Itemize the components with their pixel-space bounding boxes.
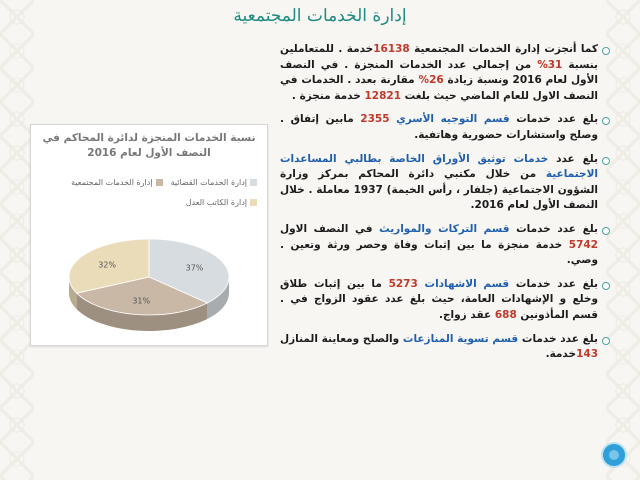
bullet-text: بلغ عدد <box>548 152 598 165</box>
bullet-text: خدمات <box>513 152 549 165</box>
pie-chart-panel <box>30 124 268 346</box>
bullet-text: قسم التوجيه الأسري <box>396 113 510 126</box>
bullet-text: مابين إتفاق . وصلح واستشارات حضورية وهاتفية. <box>280 113 598 141</box>
pie-chart <box>31 125 267 345</box>
bullet-item <box>280 277 610 324</box>
bullet-text: كما أنجزت إدارة الخدمات المجتمعية <box>409 43 598 55</box>
legend-label: إدارة الخدمات القضائية <box>170 178 247 187</box>
pie-data-label: 32% <box>98 260 117 270</box>
decorative-pattern-left <box>0 0 34 480</box>
bullet-text <box>418 278 425 290</box>
bullet-text: 31% <box>537 58 563 71</box>
page-title: إدارة الخدمات المجتمعية <box>233 6 407 26</box>
legend-label: إدارة الكاتب العدل <box>185 198 247 207</box>
bullet-text: مقارنة بعدد . الخدمات في النصف الاول للعام الماضي حيث بلغت <box>280 74 598 102</box>
bullet-text: خدمة. <box>545 348 577 361</box>
bullet-text: خدمة . للمتعاملين بنسبة <box>280 43 598 71</box>
bullet-text: في النصف الاول <box>280 222 380 235</box>
bullet-text: من إجمالي عدد الخدمات المنجزة . في النصف الأول لعام 2016 ونسبة زيادة <box>280 58 599 87</box>
bullet-text: 5742 <box>568 238 598 251</box>
bullet-item <box>280 222 610 269</box>
bullet-text: 688 <box>494 308 517 321</box>
bullet-text <box>506 153 514 165</box>
bullet-text: من خلال مكتبي دائرة المحاكم بمركز وزارة الشؤون الاجتماعية (جلفار ، رأس الخيمة) 1937 معاملة . خلال النصف الأول لعام 2016. <box>280 168 599 212</box>
bullet-text: عقد زواج. <box>439 308 495 321</box>
bullet-text: والصلح ومعاينة المنازل <box>280 332 403 345</box>
bullet-text: 2355 <box>360 113 390 126</box>
bullet-text: بلغ عدد خدمات <box>509 277 598 290</box>
bullet-text: قسم التركات والمواريث <box>379 222 510 235</box>
bullet-text: خدمة منجزة ما بين إثبات وفاة وحصر ورثة وتعين . وصي. <box>280 238 598 267</box>
bullet-text: بلغ عدد خدمات <box>509 222 598 235</box>
bullet-text: توثيق الأوراق الخاصة بطالبي المساعدات الاجتماعية <box>280 152 598 181</box>
bullet-item <box>280 112 610 143</box>
pie-data-label: 37% <box>185 263 204 273</box>
bullet-text: 26% <box>418 74 444 87</box>
legend-label: إدارة الخدمات المجتمعية <box>71 178 153 187</box>
bullet-text: بلغ عدد خدمات <box>518 332 598 345</box>
bullet-list <box>280 42 610 371</box>
bullet-item <box>280 152 610 214</box>
bullet-text: بلغ عدد خدمات <box>509 113 599 126</box>
bullet-text: قسم تسوية المنازعات <box>402 332 519 345</box>
bullet-text: 16138 <box>373 43 410 55</box>
bullet-text: 143 <box>576 348 598 361</box>
bullet-text: خدمة منجزة . <box>291 89 365 102</box>
bullet-item <box>280 332 610 363</box>
circle-nav-icon[interactable] <box>603 444 625 466</box>
decorative-pattern-right <box>606 0 640 480</box>
bullet-text: 5273 <box>388 277 418 290</box>
bullet-text: 12821 <box>364 89 401 102</box>
pie-data-label: 31% <box>132 296 151 306</box>
bullet-text: ما بين إثبات طلاق وخلع و الإشهادات العامة، حيث بلغ عدد عقود الزواج في . قسم المأذونين <box>280 277 598 321</box>
bullet-item <box>280 42 610 104</box>
chart-title: نسبة الخدمات المنجزة لدائرة المحاكم في النصف الأول لعام 2016 <box>42 132 256 159</box>
bullet-text: قسم الاشهادات <box>424 277 510 290</box>
